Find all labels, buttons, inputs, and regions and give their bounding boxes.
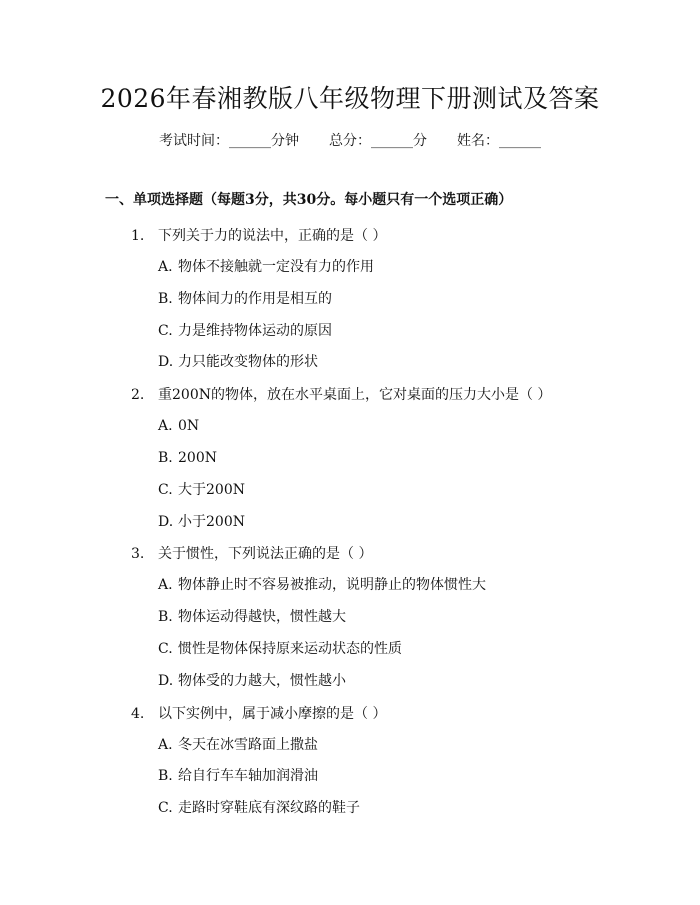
question-1-option-c [0, 316, 700, 348]
total-score-field: 总分：______分 [329, 133, 427, 149]
option-letter: B. [158, 768, 173, 785]
question-number: 1. [131, 228, 145, 244]
option-text: 给自行车车轴加润滑油 [178, 768, 318, 785]
student-name-field: 姓名：______ [457, 133, 541, 149]
option-letter: B. [158, 290, 173, 307]
question-number: 4. [131, 705, 145, 722]
option-text: 0N [178, 418, 200, 435]
question-2-option-c [0, 475, 700, 507]
option-letter: C. [158, 481, 173, 498]
option-text: 大于200N [178, 481, 245, 498]
question-1-option-b [0, 284, 700, 316]
option-text: 惯性是物体保持原来运动状态的性质 [178, 640, 402, 657]
option-letter: D. [158, 513, 174, 530]
option-text: 物体受的力越大，惯性越小 [178, 672, 346, 689]
option-text: 200N [178, 449, 217, 466]
question-2-option-a [0, 411, 700, 443]
question-1-option-a [0, 252, 700, 284]
question-4 [0, 698, 700, 730]
question-4-option-a [0, 730, 700, 762]
option-letter: A. [158, 418, 173, 435]
question-3 [0, 538, 700, 570]
option-letter: B. [158, 609, 173, 626]
option-text: 物体静止时不容易被推动，说明静止的物体惯性大 [178, 577, 486, 594]
option-letter: A. [158, 259, 173, 275]
question-list [0, 220, 700, 825]
question-4-option-b [0, 761, 700, 793]
option-text: 物体不接触就一定没有力的作用 [178, 259, 374, 275]
option-text: 力是维持物体运动的原因 [178, 322, 332, 339]
option-letter: C. [158, 322, 173, 339]
option-letter: C. [158, 640, 173, 657]
question-4-option-c [0, 793, 700, 825]
question-3-option-c [0, 634, 700, 666]
question-1 [0, 220, 700, 252]
question-stem: 关于惯性，下列说法正确的是（ ） [158, 546, 373, 563]
option-text: 物体运动得越快，惯性越大 [178, 609, 346, 626]
section-heading: 一、单项选择题（每题3分，共30分。每小题只有一个选项正确） [105, 192, 513, 208]
question-number: 3. [131, 546, 145, 563]
option-text: 走路时穿鞋底有深纹路的鞋子 [178, 800, 360, 817]
question-1-option-d [0, 347, 700, 379]
exam-info-line [0, 131, 700, 151]
page-title: 2026年春湘教版八年级物理下册测试及答案 [100, 84, 600, 113]
option-letter: D. [158, 672, 174, 689]
option-text: 力只能改变物体的形状 [178, 354, 318, 371]
question-3-option-a [0, 570, 700, 602]
option-text: 小于200N [178, 513, 245, 530]
option-letter: D. [158, 354, 174, 371]
exam-time-field: 考试时间：______分钟 [159, 133, 299, 149]
option-letter: C. [158, 800, 173, 817]
option-letter: A. [158, 736, 173, 753]
question-3-option-b [0, 602, 700, 634]
question-stem: 以下实例中，属于减小摩擦的是（ ） [158, 705, 387, 722]
question-stem: 下列关于力的说法中，正确的是（ ） [158, 228, 387, 244]
option-text: 冬天在冰雪路面上撒盐 [178, 736, 318, 753]
question-2-option-d [0, 507, 700, 539]
option-letter: B. [158, 449, 173, 466]
option-letter: A. [158, 577, 173, 594]
question-3-option-d [0, 666, 700, 698]
option-text: 物体间力的作用是相互的 [178, 290, 332, 307]
question-2 [0, 379, 700, 411]
question-number: 2. [131, 387, 145, 404]
question-stem: 重200N的物体，放在水平桌面上，它对桌面的压力大小是（ ） [158, 387, 552, 404]
question-2-option-b [0, 443, 700, 475]
